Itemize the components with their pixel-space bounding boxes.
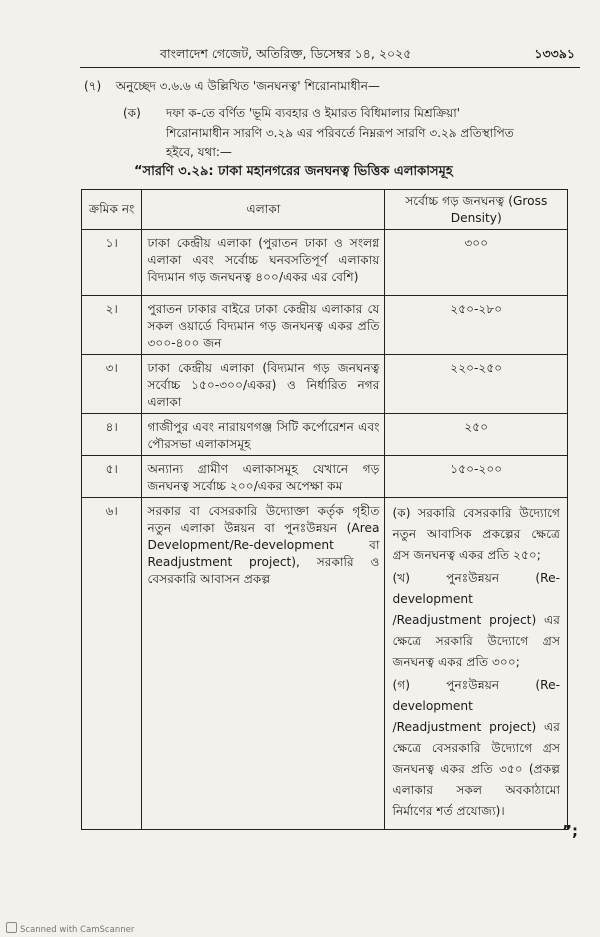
watermark-text: Scanned with CamScanner (20, 925, 135, 935)
paragraph-ka-number: (ক) (123, 106, 141, 120)
table-row (82, 456, 568, 498)
row-serial: ৬। (82, 498, 142, 830)
row-area: অন্যান্য গ্রামীণ এলাকাসমূহ যেখানে গড় জনঘনত্ব সর্বোচ্চ ২০০/একর অপেক্ষা কম (142, 456, 385, 498)
table-row (82, 296, 568, 355)
density-item-ga: (গ) পুনঃউন্নয়ন (Re-development /Readjustment project) এর ক্ষেত্রে বেসরকারি উদ্যোগে গ্রস জনঘনত্ব একর প্রতি ৩৫০ (প্রকল্প এলাকার সকল অবকাঠামো নির্মাণের শর্ত প্রযোজ্য)। (392, 678, 560, 818)
row-area: পুরাতন ঢাকার বাইরে ঢাকা কেন্দ্রীয় এলাকার যে সকল ওয়ার্ডে বিদ্যমান গড় জনঘনত্ব একর প্রতি ৩০০-৪০০ জন (142, 296, 385, 355)
row-density: ২৫০-২৮০ (385, 296, 568, 355)
table-caption: “সারণি ৩.২৯: ঢাকা মহানগরের জনঘনত্ব ভিত্তিক এলাকাসমূহ (134, 164, 453, 179)
header-density: সর্বোচ্চ গড় জনঘনত্ব (Gross Density) (385, 190, 568, 230)
table-row (82, 230, 568, 296)
row-serial: ২। (82, 296, 142, 355)
row-area: ঢাকা কেন্দ্রীয় এলাকা (বিদ্যমান গড় জনঘনত্ব সর্বোচ্চ ১৫০-৩০০/একর) ও নির্ধারিত নগর এলাকা (142, 355, 385, 414)
row-area: ঢাকা কেন্দ্রীয় এলাকা (পুরাতন ঢাকা ও সংলগ্ন এলাকা এবং সর্বোচ্চ ঘনবসতিপূর্ণ এলাকায় বিদ্যমান গড় জনঘনত্ব ৪০০/একর এর বেশি) (142, 230, 385, 296)
paragraph-7-number: (৭) (84, 79, 102, 93)
paragraph-7-text: অনুচ্ছেদ ৩.৬.৬ এ উল্লিখিত 'জনঘনত্ব' শিরোনামাধীন— (115, 79, 380, 93)
row-area: সরকার বা বেসরকারি উদ্যোক্তা কর্তৃক গৃহীত নতুন এলাকা উন্নয়ন বা পুনঃউন্নয়ন (Area Development/Re-development বা Readjustment project), সরকারি ও বেসরকারি আবাসন প্রকল্প (142, 498, 385, 830)
gazette-title: বাংলাদেশ গেজেট, অতিরিক্ত, ডিসেম্বর ১৪, ২০২৫ (160, 46, 412, 61)
table-header-row (82, 190, 568, 230)
closing-quote: ”; (562, 822, 578, 840)
paragraph-ka-line-3: হইবে, যথা:— (166, 145, 232, 159)
table-row (82, 355, 568, 414)
row-area: গাজীপুর এবং নারায়ণগঞ্জ সিটি কর্পোরেশন এবং পৌরসভা এলাকাসমূহ (142, 414, 385, 456)
row-density: ৩০০ (385, 230, 568, 296)
paragraph-ka-line-1: দফা ক-তে বর্ণিত 'ভূমি ব্যবহার ও ইমারত বিধিমালার মিশ্রক্রিয়া' (166, 106, 460, 120)
row-serial: ৩। (82, 355, 142, 414)
header-rule (80, 67, 580, 68)
header-serial: ক্রমিক নং (82, 190, 142, 230)
row-serial: ৪। (82, 414, 142, 456)
row-density-items (385, 498, 568, 830)
paragraph-ka (123, 104, 578, 163)
paragraph-ka-line-2: শিরোনামাধীন সারণি ৩.২৯ এর পরিবর্তে নিম্নরূপ সারণি ৩.২৯ প্রতিস্থাপিত (166, 125, 514, 140)
density-item-ka: (ক) সরকারি বেসরকারি উদ্যোগে নতুন আবাসিক প্রকল্পের ক্ষেত্রে গ্রস জনঘনত্ব একর প্রতি ২৫০; (392, 506, 560, 562)
table-row (82, 498, 568, 830)
table-row (82, 414, 568, 456)
camscanner-logo-icon (6, 922, 17, 933)
density-item-kha: (খ) পুনঃউন্নয়ন (Re-development /Readjustment project) এর ক্ষেত্রে সরকারি উদ্যোগে গ্রস জনঘনত্ব একর প্রতি ৩০০; (392, 571, 560, 669)
row-density: ১৫০-২০০ (385, 456, 568, 498)
header-area: এলাকা (142, 190, 385, 230)
row-serial: ৫। (82, 456, 142, 498)
row-serial: ১। (82, 230, 142, 296)
page-number: ১৩৩৯১ (534, 46, 575, 61)
row-density: ২২০-২৫০ (385, 355, 568, 414)
row-density: ২৫০ (385, 414, 568, 456)
paragraph-7 (84, 78, 380, 98)
density-table (81, 189, 568, 830)
scanner-watermark (6, 922, 134, 935)
